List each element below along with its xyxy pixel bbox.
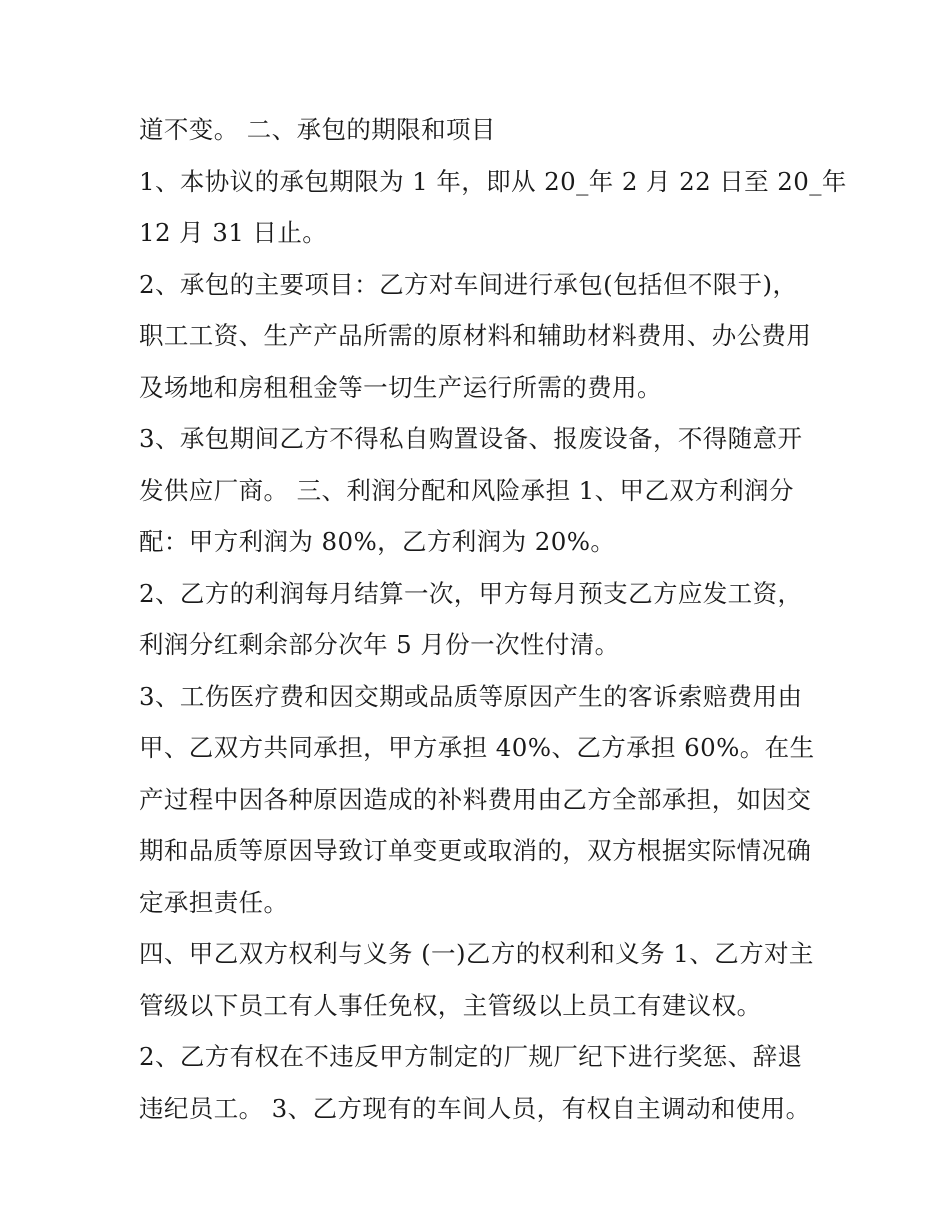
document-body <box>139 108 847 1138</box>
text-line: 定承担责任。 <box>139 887 289 917</box>
text-line: 2、承包的主要项目：乙方对车间进行承包(包括但不限于)， <box>139 269 798 299</box>
text-line: 管级以下员工有人事任免权，主管级以上员工有建议权。 <box>139 990 762 1020</box>
text-line: 1、本协议的承包期限为 1 年，即从 20_年 2 月 22 日至 20_年 <box>139 166 847 196</box>
text-line: 道不变。 二、承包的期限和项目 <box>139 115 496 144</box>
text-line: 四、甲乙双方权利与义务 (一)乙方的权利和义务 1、乙方对主 <box>139 939 814 968</box>
text-line: 2、乙方的利润每月结算一次，甲方每月预支乙方应发工资， <box>139 578 803 608</box>
text-line: 3、工伤医疗费和因交期或品质等原因产生的客诉索赔费用由 <box>139 681 803 711</box>
text-line: 发供应厂商。 三、利润分配和风险承担 1、甲乙双方利润分 <box>139 475 794 505</box>
text-line: 及场地和房租租金等一切生产运行所需的费用。 <box>139 372 662 402</box>
text-line: 12 月 31 日止。 <box>139 218 328 247</box>
text-line: 违纪员工。 3、乙方现有的车间人员，有权自主调动和使用。 <box>139 1093 811 1123</box>
text-line: 3、承包期间乙方不得私自购置设备、报废设备，不得随意开 <box>139 424 803 453</box>
text-line: 甲、乙双方共同承担，甲方承担 40%、乙方承担 60%。在生 <box>139 733 815 762</box>
text-line: 职工工资、生产产品所需的原材料和辅助材料费用、办公费用 <box>139 321 812 350</box>
text-line: 配：甲方利润为 80%，乙方利润为 20%。 <box>139 527 616 556</box>
text-line: 利润分红剩余部分次年 5 月份一次性付清。 <box>139 630 620 659</box>
text-line: 2、乙方有权在不违反甲方制定的厂规厂纪下进行奖惩、辞退 <box>139 1042 803 1071</box>
text-line: 期和品质等原因导致订单变更或取消的，双方根据实际情况确 <box>139 836 812 865</box>
text-line: 产过程中因各种原因造成的补料费用由乙方全部承担，如因交 <box>139 784 812 814</box>
